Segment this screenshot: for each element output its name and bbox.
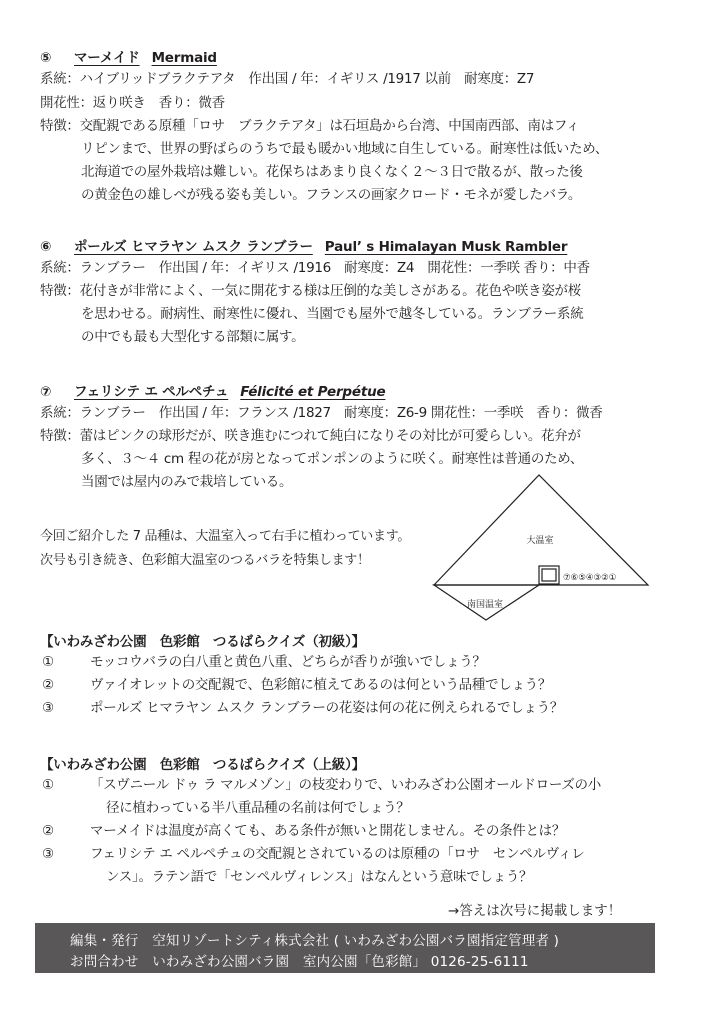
section-6-heading: [40, 235, 567, 255]
section-5-heading: [40, 46, 217, 66]
large-greenhouse-label: 大温室: [526, 536, 554, 546]
footer-publisher: 編集・発行 空知リゾートシティ株式会社 ( いわみざわ公園バラ園指定管理者 ): [70, 933, 560, 949]
section-5-line: 系統：ハイブリッドブラクテアタ 作出国 / 年：イギリス /1917 以前 耐寒度：Z7: [40, 71, 535, 87]
greenhouse-map: [430, 470, 655, 625]
section-6-name-ja: ポールズ ヒマラヤン ムスク ランブラー: [74, 239, 313, 255]
section-7-indent-line: 当園では屋内のみで栽培している。: [81, 474, 293, 490]
quiz-advanced-question: フェリシテ エ ペルペチュの交配親とされているのは原種の「ロサ センペルヴィレ: [90, 846, 585, 862]
quiz-beginner-title: 【いわみざわ公園 色彩館 つるばらクイズ（初級）】: [40, 634, 365, 650]
section-7-name-en: Félicité et Perpétue: [240, 384, 386, 400]
section-5-line: 開花性：返り咲き 香り：微香: [40, 95, 225, 111]
quiz-advanced-number: ①: [42, 777, 55, 793]
section-7-name-ja: フェリシテ エ ペルペチュ: [74, 384, 229, 400]
section-5-number: ⑤: [40, 50, 52, 66]
quiz-advanced-question-cont: ンス」。ラテン語で「センペルヴィレンス」はなんという意味でしょう？: [106, 869, 533, 885]
section-7-line: 系統：ランブラー 作出国 / 年：フランス /1827 耐寒度：Z6-9 開花性：一季咲 香り：微香: [40, 405, 603, 421]
quiz-beginner-number: ①: [42, 654, 55, 670]
section-7-number: ⑦: [40, 384, 52, 400]
footer-contact: お問合わせ いわみざわ公園バラ園 室内公園「色彩館」 0126-25-6111: [70, 954, 529, 970]
section-6-indent-line: を思わせる。耐病性、耐寒性に優れ、当園でも屋外で越冬している。ランブラー系統: [81, 306, 584, 322]
large-greenhouse-outline: [434, 475, 648, 585]
footer-banner: [35, 923, 655, 973]
intro-line: 次号も引き続き、色彩館大温室のつるバラを特集します！: [40, 553, 370, 568]
quiz-beginner-question: ポールズ ヒマラヤン ムスク ランブラーの花姿は何の花に例えられるでしょう？: [90, 700, 564, 716]
section-6-line: 特徴：花付きが非常によく、一気に開花する様は圧倒的な美しさがある。花色や咲き姿が桜: [40, 283, 581, 299]
section-6-indent-line: の中でも最も大型化する部類に属す。: [81, 329, 305, 345]
section-7-indent-line: 多く、３～４ cm 程の花が房となってポンポンのように咲く。耐寒性は普通のため、: [81, 451, 584, 467]
section-5-indent-line: リピンまで、世界の野ばらのうちで最も暖かい地域に自生している。耐寒性は低いため、: [81, 141, 609, 157]
quiz-beginner-number: ③: [42, 700, 55, 716]
section-5-name-ja: マーメイド: [74, 50, 140, 66]
section-6-name-en: Paul’ s Himalayan Musk Rambler: [324, 239, 568, 255]
planting-order-label: ⑦⑥⑤④③②①: [563, 573, 617, 583]
section-5-indent-line: 北海道での屋外栽培は難しい。花保ちはあまり良くなく２～３日で散るが、散った後: [81, 164, 583, 180]
quiz-advanced-question: マーメイドは温度が高くても、ある条件が無いと開花しません。その条件とは？: [90, 823, 566, 839]
quiz-beginner-question: モッコウバラの白八重と黄色八重、どちらが香りが強いでしょう？: [90, 654, 486, 670]
entrance-box-inner: [542, 569, 556, 581]
section-6-line: 系統：ランブラー 作出国 / 年：イギリス /1916 耐寒度：Z4 開花性：一季咲 香り：中香: [40, 260, 590, 276]
section-7-heading: [40, 380, 385, 400]
section-5-name-en: Mermaid: [151, 50, 217, 66]
quiz-advanced-title: 【いわみざわ公園 色彩館 つるばらクイズ（上級）】: [40, 757, 365, 773]
quiz-advanced-number: ②: [42, 823, 55, 839]
quiz-beginner-number: ②: [42, 677, 55, 693]
answer-note: →答えは次号に掲載します！: [448, 903, 622, 919]
section-7-line: 特徴：蕾はピンクの球形だが、咲き進むにつれて純白になりその対比が可愛らしい。花弁が: [40, 428, 581, 444]
section-5-indent-line: の黄金色の雄しべが残る姿も美しい。フランスの画家クロード・モネが愛したバラ。: [81, 187, 582, 203]
section-6-number: ⑥: [40, 239, 52, 255]
quiz-advanced-number: ③: [42, 846, 55, 862]
quiz-beginner-question: ヴァイオレットの交配親で、色彩館に植えてあるのは何という品種でしょう？: [90, 677, 552, 693]
south-greenhouse-label: 南国温室: [466, 600, 504, 610]
section-5-line: 特徴：交配親である原種「ロサ ブラクテアタ」は石垣島から台湾、中国南西部、南はフィ: [40, 118, 580, 134]
intro-line: 今回ご紹介した 7 品種は、大温室入って右手に植わっています。: [40, 529, 411, 544]
quiz-advanced-question-cont: 径に植わっている半八重品種の名前は何でしょう？: [106, 800, 410, 816]
quiz-advanced-question: 「スヴニール ドゥ ラ マルメゾン」の枝変わりで、いわみざわ公園オールドローズの小: [90, 777, 601, 793]
